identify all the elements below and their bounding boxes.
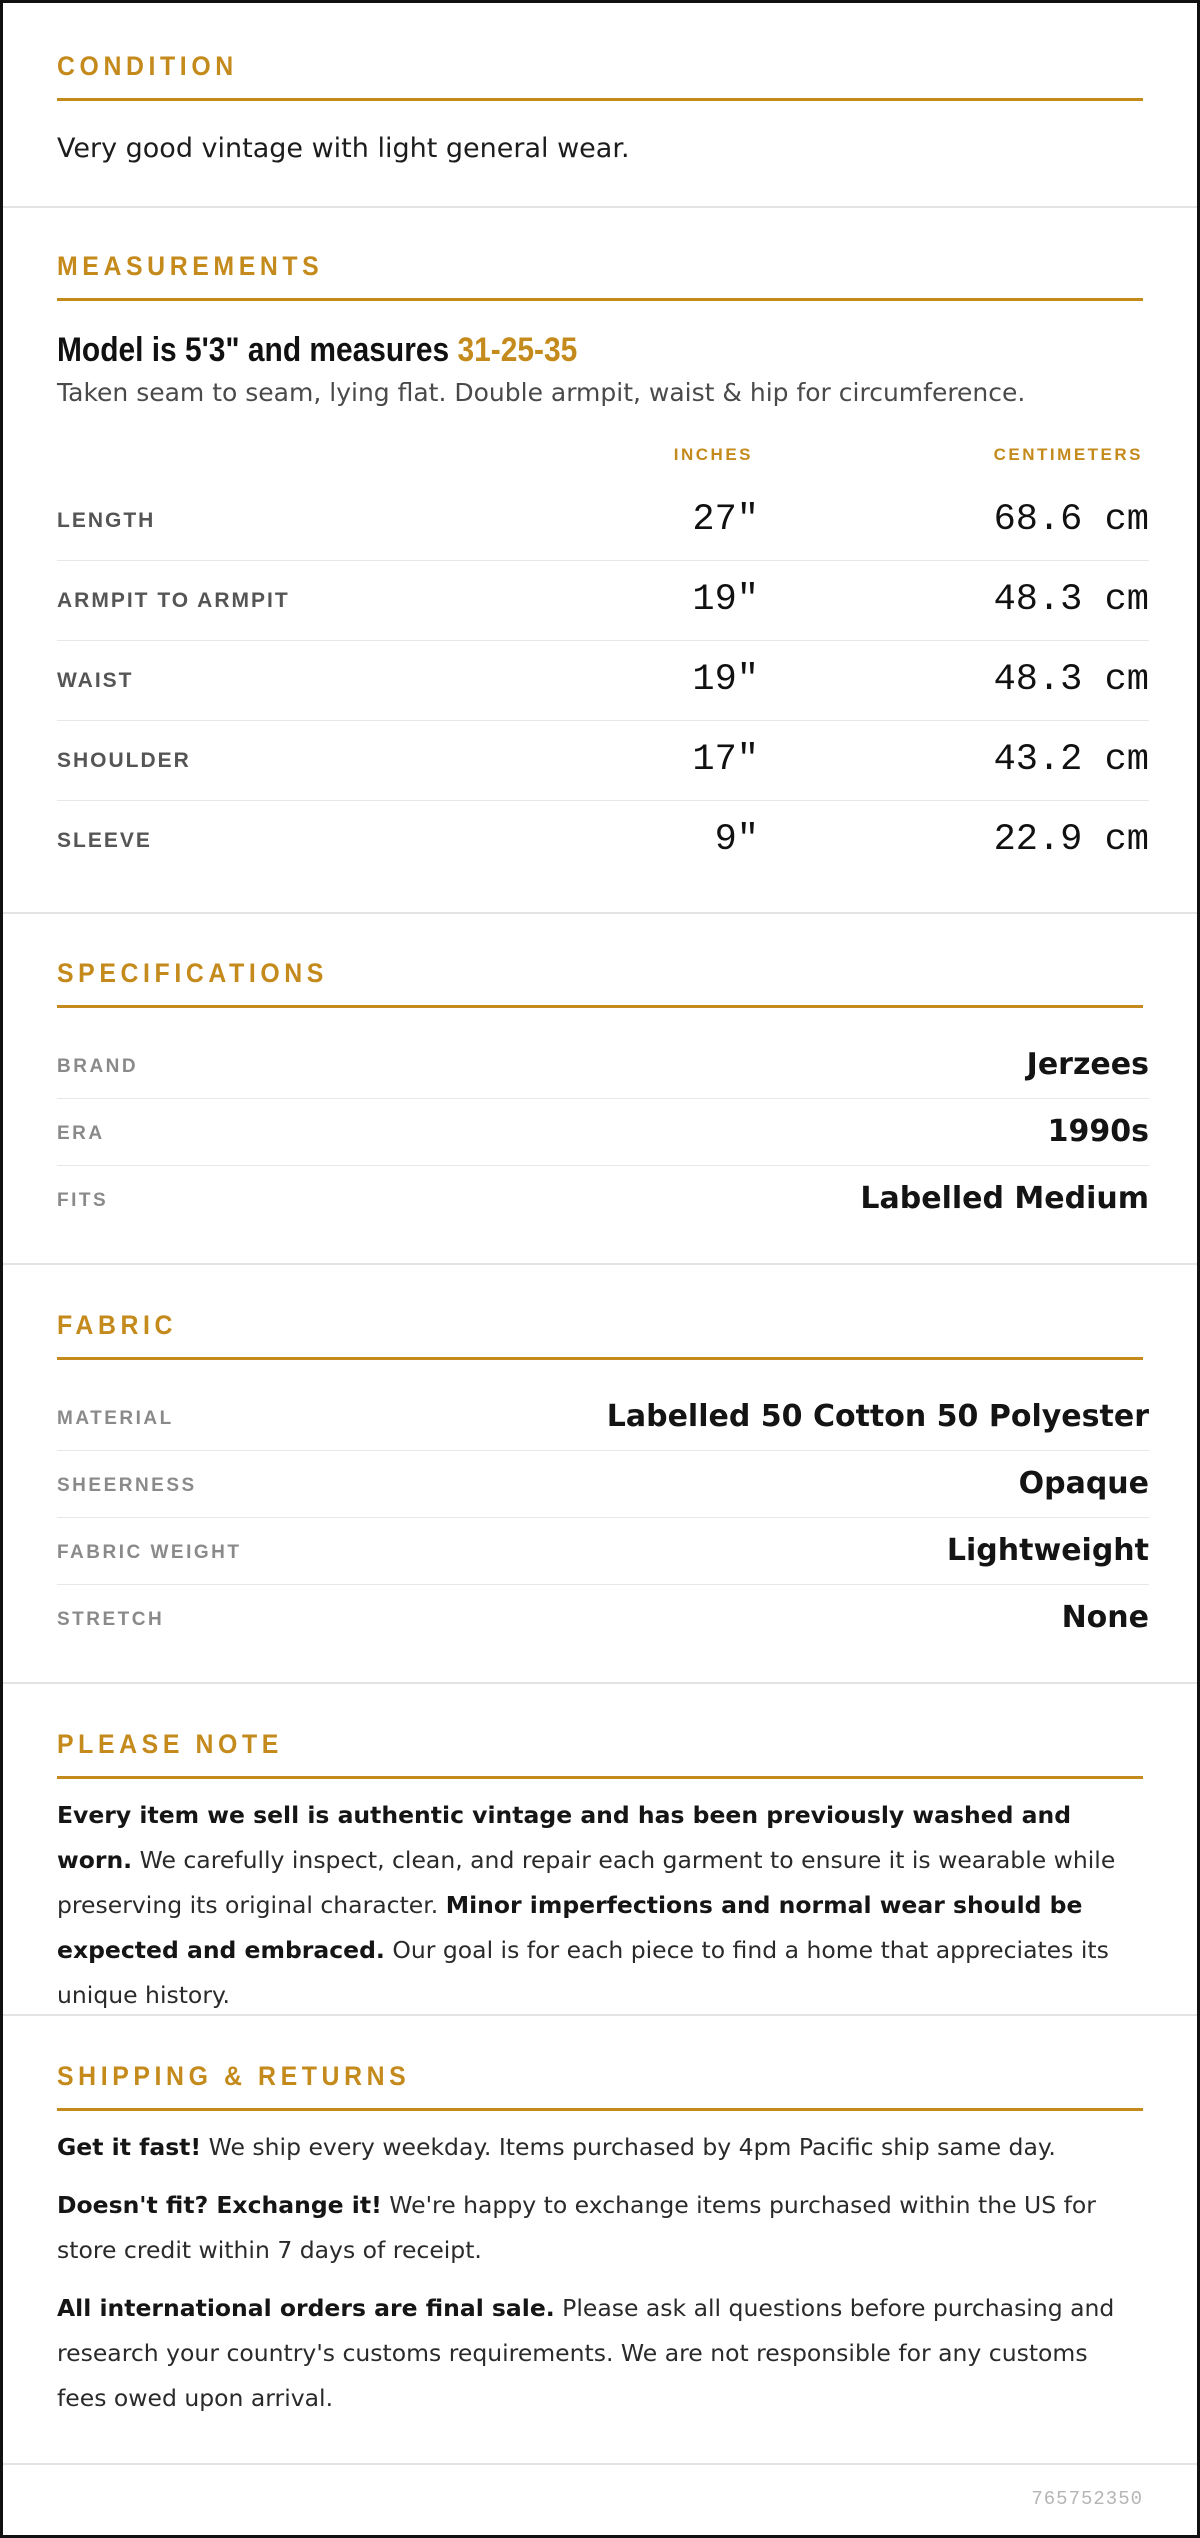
please-note-heading-rule: [57, 1776, 1143, 1779]
measurement-row-shoulder: [57, 721, 1149, 801]
fabric-row-sheerness: [57, 1451, 1149, 1518]
centimeters-column-header: CENTIMETERS: [993, 445, 1143, 464]
measurement-label: SLEEVE: [57, 829, 152, 852]
fabric-value: Opaque: [1018, 1466, 1149, 1501]
inches-column-header: INCHES: [673, 445, 753, 464]
section-divider: [3, 2014, 1197, 2016]
section-divider: [3, 1263, 1197, 1265]
measurements-subtitle: Taken seam to seam, lying flat. Double armpit, waist & hip for circumference.: [57, 378, 1026, 407]
shipping-bold-1: Get it fast!: [57, 2133, 202, 2161]
measurement-cm: 22.9 cm: [993, 819, 1149, 861]
measurement-cm: 43.2 cm: [993, 739, 1149, 781]
shipping-paragraph-fast: [57, 2125, 1143, 2170]
spec-row-fits: [57, 1166, 1149, 1233]
measurements-heading-rule: [57, 298, 1143, 301]
fabric-value: Lightweight: [946, 1533, 1149, 1568]
measurement-row-waist: [57, 641, 1149, 721]
fabric-label: STRETCH: [57, 1609, 165, 1630]
measurement-cm: 48.3 cm: [993, 579, 1149, 621]
spec-value: Labelled Medium: [860, 1181, 1149, 1216]
shipping-text-1: We ship every weekday. Items purchased by 4pm Pacific ship same day.: [201, 2133, 1056, 2161]
measurement-label: ARMPIT TO ARMPIT: [57, 589, 290, 612]
measurement-cm: 68.6 cm: [993, 499, 1149, 541]
please-note-text-2: Our goal is for each piece to find a home that appreciates its unique history.: [57, 1936, 1109, 2009]
fabric-heading: FABRIC: [57, 1310, 178, 1340]
shipping-paragraph-exchange: [57, 2183, 1143, 2273]
specifications-heading-rule: [57, 1005, 1143, 1008]
fabric-label: SHEERNESS: [57, 1475, 197, 1496]
spec-value: 1990s: [1047, 1114, 1149, 1149]
spec-value: Jerzees: [1026, 1047, 1149, 1082]
measurement-label: WAIST: [57, 669, 134, 692]
measurement-inches: 19": [692, 659, 759, 701]
fabric-value: None: [1061, 1600, 1149, 1635]
section-divider: [3, 1682, 1197, 1684]
please-note-bold-2: Minor imperfections and normal wear should be expected and embraced.: [57, 1891, 1083, 1964]
condition-heading-rule: [57, 98, 1143, 101]
fabric-row-stretch: [57, 1585, 1149, 1652]
fabric-section: [3, 1310, 1197, 1360]
spec-row-era: [57, 1099, 1149, 1166]
measurement-label: SHOULDER: [57, 749, 191, 772]
section-divider: [3, 912, 1197, 914]
spec-label: BRAND: [57, 1056, 139, 1077]
shipping-section: [3, 2061, 1197, 2421]
model-measures-value: 31-25-35: [457, 331, 578, 369]
specifications-section: [3, 958, 1197, 1008]
condition-heading: CONDITION: [57, 51, 238, 81]
model-measures-prefix: Model is 5'3" and measures: [57, 331, 458, 369]
shipping-bold-2: Doesn't fit? Exchange it!: [57, 2191, 382, 2219]
shipping-text-2: We're happy to exchange items purchased within the US for store credit within 7 days of receipt.: [57, 2191, 1096, 2264]
measurement-label: LENGTH: [57, 509, 156, 532]
fabric-heading-rule: [57, 1357, 1143, 1360]
fabric-label: MATERIAL: [57, 1408, 174, 1429]
measurement-inches: 27": [692, 499, 759, 541]
measurement-inches: 9": [714, 819, 759, 861]
fabric-row-weight: [57, 1518, 1149, 1585]
measurement-inches: 17": [692, 739, 759, 781]
shipping-bold-3: All international orders are final sale.: [57, 2294, 555, 2322]
fabric-value: Labelled 50 Cotton 50 Polyester: [606, 1399, 1149, 1434]
measurement-cm: 48.3 cm: [993, 659, 1149, 701]
please-note-paragraph: [57, 1793, 1143, 2018]
spec-label: ERA: [57, 1123, 105, 1144]
measurement-inches: 19": [692, 579, 759, 621]
measurement-row-armpit: [57, 561, 1149, 641]
condition-section: [3, 51, 1197, 164]
spec-label: FITS: [57, 1190, 109, 1211]
shipping-paragraph-international: [57, 2286, 1143, 2421]
shipping-heading-rule: [57, 2108, 1143, 2111]
please-note-text-1: We carefully inspect, clean, and repair each garment to ensure it is wearable while preserving its original character.: [57, 1846, 1116, 1919]
measurements-section: [3, 251, 1197, 407]
section-divider: [3, 206, 1197, 208]
please-note-bold-1: Every item we sell is authentic vintage and has been previously washed and worn.: [57, 1801, 1072, 1874]
section-divider: [3, 2463, 1197, 2465]
model-measures-line: [57, 331, 1013, 370]
measurement-row-sleeve: [57, 801, 1149, 881]
specifications-heading: SPECIFICATIONS: [57, 958, 328, 988]
please-note-section: [3, 1729, 1197, 2018]
shipping-text-3: Please ask all questions before purchasing and research your country's customs requirements. We are not responsible for any customs fees owed upon arrival.: [57, 2294, 1115, 2412]
fabric-row-material: [57, 1384, 1149, 1451]
measurements-heading: MEASUREMENTS: [57, 251, 324, 281]
fabric-label: FABRIC WEIGHT: [57, 1542, 242, 1563]
shipping-heading: SHIPPING & RETURNS: [57, 2061, 411, 2091]
measurement-row-length: [57, 481, 1149, 561]
please-note-heading: PLEASE NOTE: [57, 1729, 283, 1759]
spec-row-brand: [57, 1032, 1149, 1099]
condition-text: Very good vintage with light general wear.: [57, 133, 630, 164]
sku-number: 765752350: [1031, 2488, 1143, 2510]
